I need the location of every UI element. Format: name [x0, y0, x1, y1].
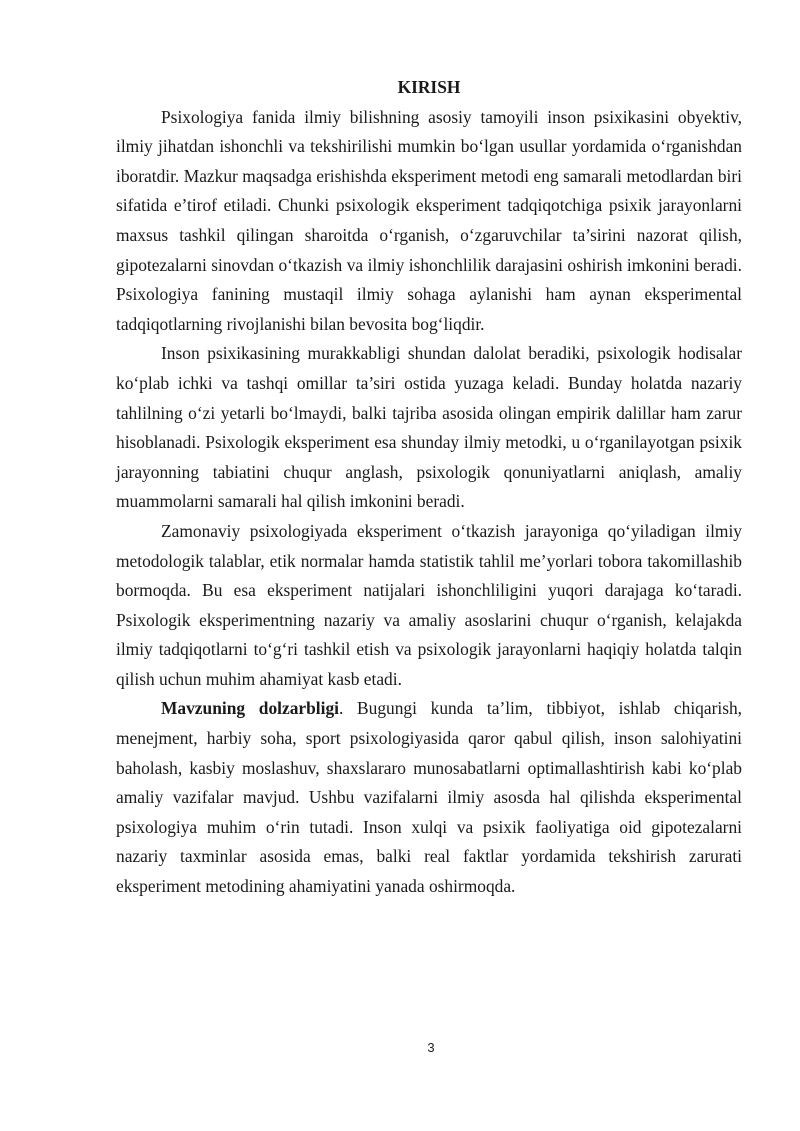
paragraph-2 — [116, 339, 742, 517]
document-body — [116, 73, 742, 902]
paragraph-1 — [116, 103, 742, 340]
paragraph-4-text: . Bugungi kunda ta’lim, tibbiyot, ishlab chiqarish, menejment, harbiy soha, sport psixologiyasida qaror qabul qilish, inson salohiyatini baholash, kasbiy moslashuv, shaxslararo munosabatlarni optimallashtirish kabi ko‘plab amaliy vazifalar mavjud. Ushbu vazifalarni ilmiy asosda hal qilishda eksperimental psixologiya muhim o‘rin tutadi. Inson xulqi va psixik faoliyatiga oid gipotezalarni nazariy taxminlar asosida emas, balki real faktlar yordamida tekshirish zarurati eksperiment metodining ahamiyatini yanada oshirmoqda. — [116, 698, 743, 897]
paragraph-3-text: Zamonaviy psixologiyada eksperiment o‘tkazish jarayoniga qo‘yiladigan ilmiy metodologik talablar, etik normalar hamda statistik tahlil me’yorlari tobora takomillashib bormoqda. Bu esa eksperiment natijalari ishonchliligini yuqori darajaga ko‘taradi. Psixologik eksperimentning nazariy va amaliy asoslarini chuqur o‘rganish, kelajakda ilmiy tadqiqotlarni to‘g‘ri tashkil etish va psixologik jarayonlarni haqiqiy holatda talqin qilish uchun muhim ahamiyat kasb etadi. — [116, 520, 742, 689]
paragraph-4-lead: Mavzuning dolzarbligi — [161, 698, 339, 719]
paragraph-2-text: Inson psixikasining murakkabligi shundan dalolat beradiki, psixologik hodisalar ko‘plab ichki va tashqi omillar ta’siri ostida yuzaga keladi. Bunday holatda nazariy tahlilning o‘zi yetarli bo‘lmaydi, balki tajriba asosida olingan empirik dalillar ham zarur hisoblanadi. Psixologik eksperiment esa shunday ilmiy metodki, u o‘rganilayotgan psixik jarayonning tabiatini chuqur anglash, psixologik qonuniyatlarni aniqlash, amaliy muammolarni samarali hal qilish imkonini beradi. — [116, 343, 742, 512]
paragraph-3 — [116, 517, 742, 695]
paragraph-4 — [116, 694, 742, 901]
page-number: 3 — [427, 1040, 435, 1055]
paragraph-1-text: Psixologiya fanida ilmiy bilishning asosiy tamoyili inson psixikasini obyektiv, ilmiy jihatdan ishonchli va tekshirilishi mumkin bo‘lgan usullar yordamida o‘rganishdan iboratdir. Mazkur maqsadga erishishda eksperiment metodi eng samarali metodlardan biri sifatida e’tirof etiladi. Chunki psixologik eksperiment tadqiqotchiga psixik jarayonlarni maxsus tashkil qilingan sharoitda o‘rganish, o‘zgaruvchilar ta’sirini nazorat qilish, gipotezalarni sinovdan o‘tkazish va ilmiy ishonchlilik darajasini oshirish imkonini beradi. Psixologiya fanining mustaqil ilmiy sohaga aylanishi ham aynan eksperimental tadqiqotlarning rivojlanishi bilan bevosita bog‘liqdir. — [116, 106, 742, 334]
section-heading: KIRISH — [397, 77, 461, 97]
